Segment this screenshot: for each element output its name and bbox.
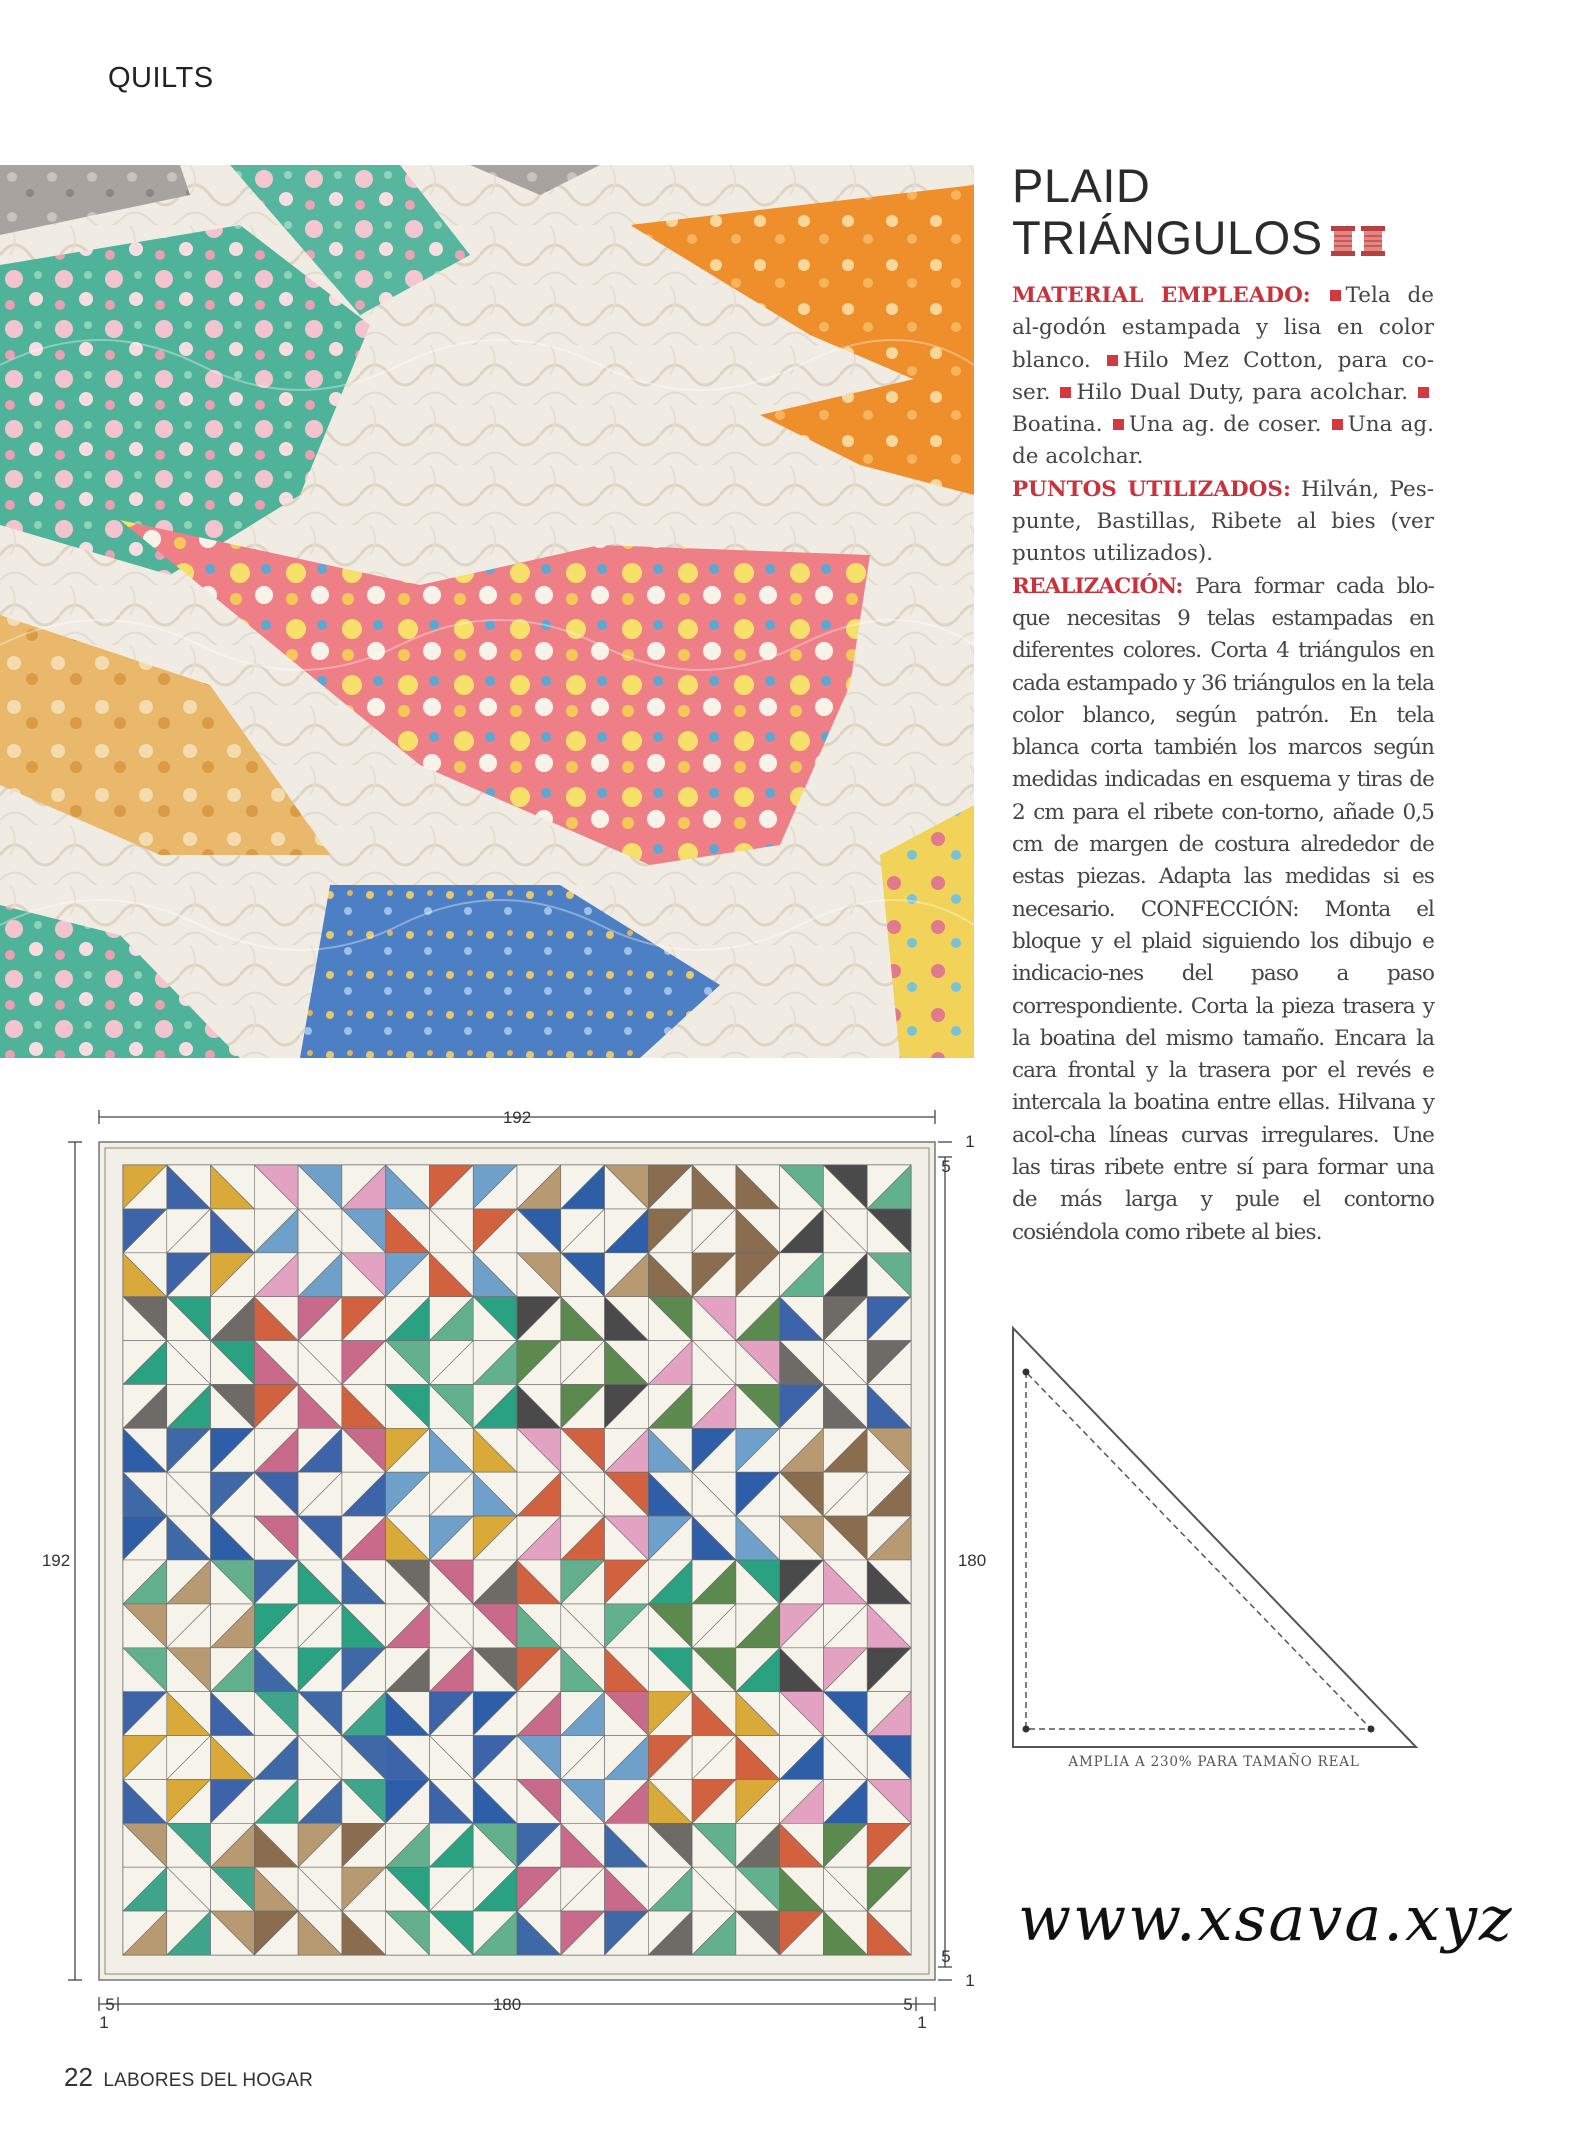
dim-margin-right: 5	[903, 1995, 913, 2014]
dim-margin-bottom: 5	[941, 1947, 951, 1966]
dim-margin-top: 5	[941, 1157, 951, 1176]
material-item: Boatina.	[1012, 412, 1103, 438]
material-item: Una ag. de coser.	[1128, 412, 1322, 438]
quilt-photo	[0, 165, 974, 1058]
realizacion-heading: REALIZACIÓN:	[1012, 573, 1183, 599]
dim-margin-left: 5	[105, 1995, 115, 2014]
title-line2: TRIÁNGULOS	[1012, 211, 1323, 264]
material-item: Hilo Mez Cotton, para co-ser.	[1012, 347, 1434, 405]
puntos-paragraph	[1012, 474, 1434, 571]
material-item: Tela de al-godón estampada y lisa en color blanco.	[1012, 283, 1434, 373]
dim-top-width: 192	[502, 1108, 532, 1127]
puntos-rest: (ver puntos utilizados).	[1012, 509, 1434, 567]
confeccion-text: CONFECCIÓN: Monta el bloque y el plaid siguiendo los dibujo e indicacio-nes del paso a paso correspondiente. Corta la pieza trasera y la boatina del mismo tamaño. Encara la cara frontal y la trasera por el revés e intercala la boatina entre ellas. Hilvana y acol-cha líneas curvas irregulares. Une las tiras ribete entre sí para formar una de más larga y pule el contorno cosiéndola como ribete al bies.	[1012, 896, 1435, 1245]
template-caption: AMPLIA A 230% PARA TAMAÑO REAL	[1068, 1754, 1360, 1770]
puntos-heading: PUNTOS UTILIZADOS:	[1012, 476, 1291, 502]
dim-border-top: 1	[965, 1132, 975, 1151]
quilt-blocks	[123, 1165, 911, 1955]
realizacion-text: Para formar cada blo-que necesitas 9 telas estampadas en diferentes colores. Corta 4 triángulos en cada estampado y 36 triángulos en la tela color blanco, según patrón. En tela blanca corta también los marcos según medidas indicadas en esquema y tiras de 2 cm para el ribete con-torno, añade 0,5 cm de margen de costura alrededor de estas piezas. Adapta las medidas si es necesario.	[1012, 573, 1435, 922]
puntos-strong: Hilván, Pes-punte, Bastillas, Ribete al bies	[1012, 476, 1434, 535]
dim-right-height: 180	[957, 1551, 987, 1570]
triangle-template	[1010, 1325, 1420, 1755]
page-footer	[64, 2062, 313, 2093]
bullet-icon	[1330, 290, 1341, 301]
article-body	[1012, 280, 1434, 1249]
dim-border-bottom: 1	[965, 1971, 975, 1990]
title-line1: PLAID	[1012, 159, 1151, 212]
material-heading: MATERIAL EMPLEADO:	[1012, 283, 1311, 308]
bullet-icon	[1418, 387, 1429, 398]
material-paragraph	[1012, 280, 1434, 474]
bullet-icon	[1113, 419, 1124, 430]
realizacion-paragraph	[1012, 571, 1434, 1249]
quilt-diagram	[40, 1100, 1000, 2030]
dim-bottom-width: 180	[492, 1995, 522, 2014]
triangle-template-svg	[1010, 1325, 1420, 1755]
page-number: 22	[64, 2062, 93, 2092]
bullet-icon	[1332, 419, 1343, 430]
material-item: Hilo Dual Duty, para acolchar.	[1076, 379, 1409, 405]
bullet-icon	[1107, 355, 1118, 366]
magazine-name: LABORES DEL HOGAR	[103, 2070, 314, 2091]
material-item: Una ag. de acolchar.	[1012, 412, 1434, 470]
spool-icon	[1329, 216, 1387, 268]
section-label: QUILTS	[108, 62, 214, 94]
quilt-photo-illustration	[0, 165, 974, 1058]
dim-border-left: 1	[99, 2013, 109, 2030]
dim-left-height: 192	[41, 1551, 71, 1570]
watermark-text: www.xsava.xyz	[1018, 1882, 1514, 1955]
article-title	[1012, 160, 1387, 268]
dim-border-right: 1	[917, 2013, 927, 2030]
quilt-diagram-svg	[40, 1100, 1000, 2030]
bullet-icon	[1060, 387, 1071, 398]
